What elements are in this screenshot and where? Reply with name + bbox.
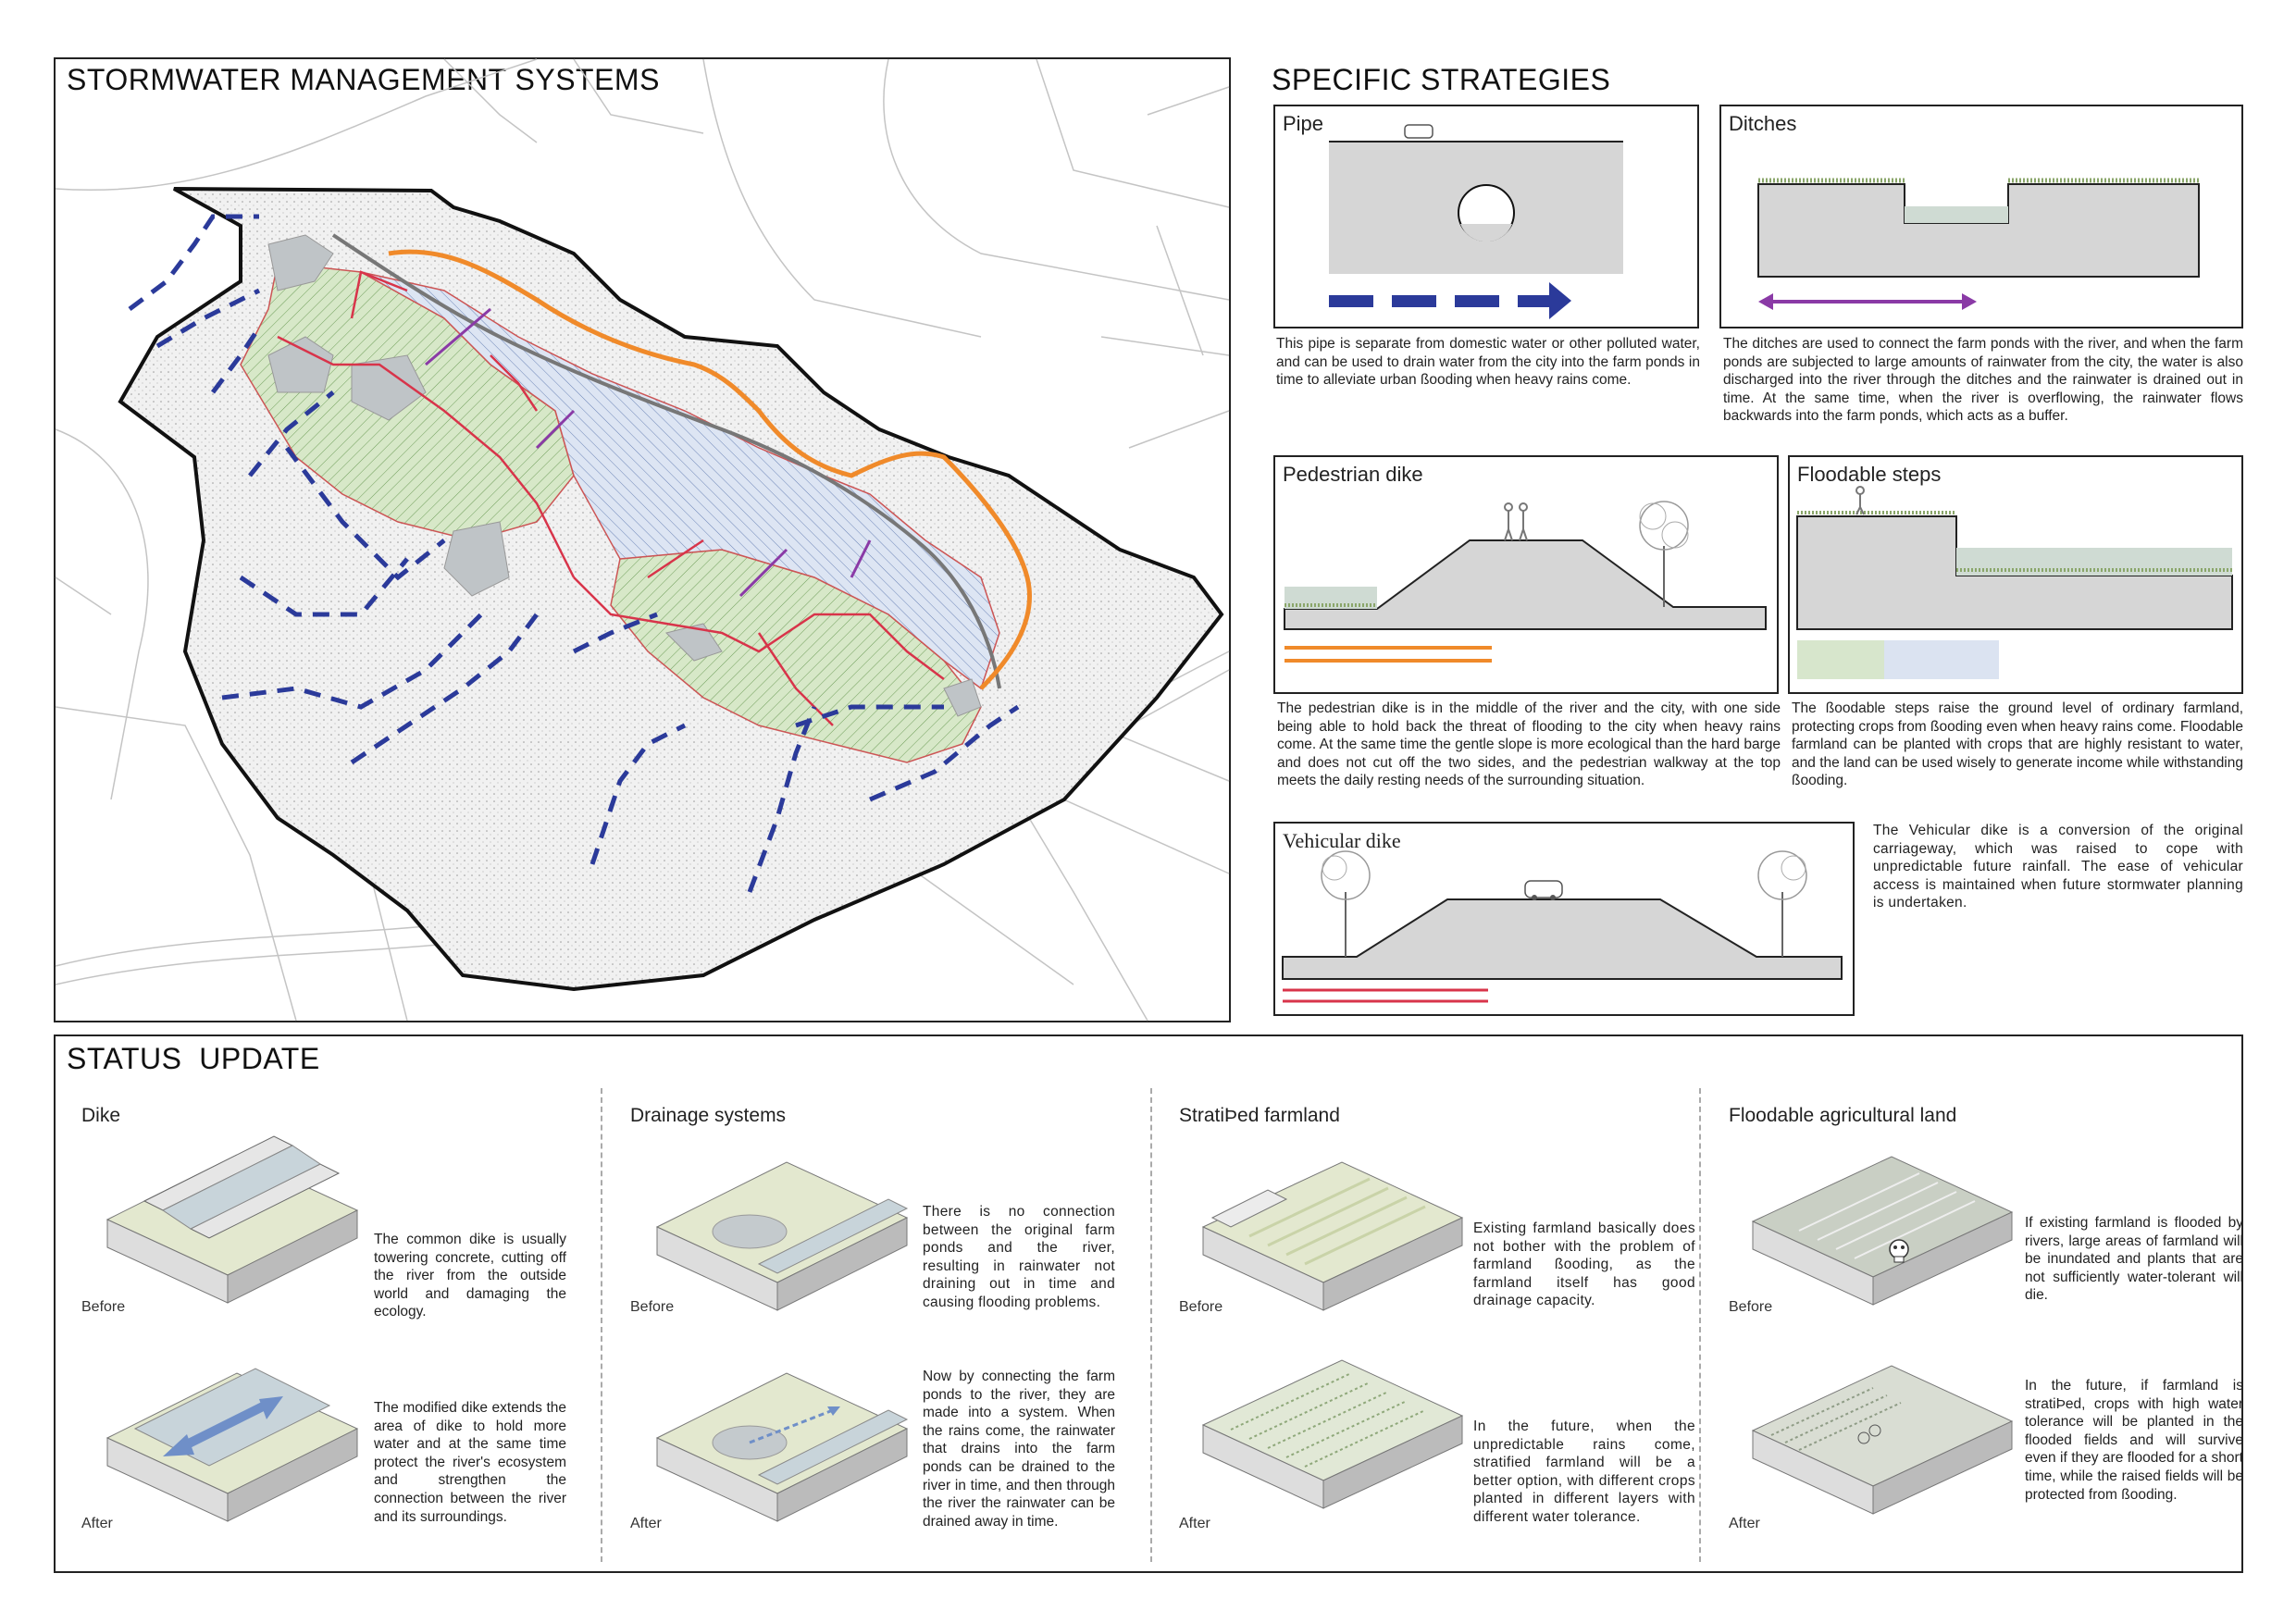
ditches-section-box bbox=[1719, 105, 2243, 328]
site-map bbox=[56, 59, 1229, 1021]
tree-icon bbox=[1758, 851, 1806, 957]
pipe-title: Pipe bbox=[1283, 112, 1324, 135]
floodable-before-text: If existing farmland is flooded by rivers, large areas of farmland will be inundated and plants that are not sufficiently water-tolerant will die. bbox=[2025, 1215, 2243, 1304]
floodable-after-label: After bbox=[1729, 1516, 1760, 1531]
pipe-flow-arrow bbox=[1329, 282, 1571, 319]
status-title: STATUS UPDATE bbox=[67, 1042, 320, 1075]
dike-after-text: The modified dike extends the area of dike to hold more water and at the same time protect the river's ecosystem and strengthen the connection between the river and its surroundings. bbox=[374, 1400, 566, 1525]
pedestrian-dike-box bbox=[1273, 455, 1779, 694]
dike-after-illustration bbox=[98, 1355, 366, 1527]
stratified-before-illustration bbox=[1194, 1153, 1471, 1325]
floodable-steps-description: The ßoodable steps raise the ground level of ordinary farmland, protecting crops from ßooding even when heavy rains come. Floodable farmland can be planted with crops that are highly resistant to water, and the land can be used wisely to generate income while withstanding ßooding. bbox=[1792, 700, 2243, 789]
water-color-swatch bbox=[1884, 640, 1999, 679]
pedestrian-dike-title: Pedestrian dike bbox=[1283, 463, 1423, 486]
dike-after-label: After bbox=[81, 1516, 113, 1531]
stratified-after-illustration bbox=[1194, 1351, 1471, 1523]
vehicular-dike-title: Vehicular dike bbox=[1283, 829, 1401, 852]
floodable-steps-title: Floodable steps bbox=[1797, 463, 1942, 486]
floodable-land-column-title: Floodable agricultural land bbox=[1729, 1105, 1957, 1126]
pedestrian-dike-description: The pedestrian dike is in the middle of the river and the city, with one side being able to hold back the threat of flooding to the city when heavy rains come. At the same time the gentle slope is more ecological than the hard barge and does not cut off the two sides, and the pedestrian walkway at the top meets the daily resting needs of the surrounding situation. bbox=[1277, 700, 1781, 789]
drainage-before-label: Before bbox=[630, 1299, 675, 1315]
drainage-column-title: Drainage systems bbox=[630, 1105, 787, 1126]
vehicular-dike-diagram bbox=[1275, 824, 1856, 1018]
pedestrian-dike-diagram bbox=[1275, 457, 1781, 696]
stratified-column-title: StratiÞed farmland bbox=[1179, 1105, 1340, 1126]
car-icon bbox=[1405, 125, 1433, 138]
stratified-before-label: Before bbox=[1179, 1299, 1223, 1315]
stratified-after-text: In the future, when the unpredictable rains come, stratified farmland will be a better option, with different crops planted in different layers with different water tolerance. bbox=[1473, 1419, 1695, 1525]
farmer-figure-icon bbox=[1856, 487, 1864, 514]
column-divider bbox=[1150, 1088, 1152, 1562]
drainage-after-illustration bbox=[648, 1355, 916, 1527]
pipe-description: This pipe is separate from domestic water or other polluted water, and can be used to drain water from the city into the farm ponds in time to alleviate urban ßooding when heavy rains come. bbox=[1276, 336, 1700, 389]
floodable-before-illustration bbox=[1744, 1147, 2021, 1319]
tree-icon bbox=[1322, 851, 1370, 957]
floodable-steps-diagram bbox=[1790, 457, 2245, 696]
column-divider bbox=[1699, 1088, 1701, 1562]
vehicular-dike-box bbox=[1273, 822, 1855, 1016]
dike-before-illustration bbox=[98, 1136, 366, 1308]
dike-before-label: Before bbox=[81, 1299, 126, 1315]
column-divider bbox=[601, 1088, 602, 1562]
drainage-before-illustration bbox=[648, 1144, 916, 1316]
ditches-description: The ditches are used to connect the farm ponds with the river, and when the farm ponds are subjected to large amounts of rainwater from the city, the water is also discharged into the river through the ditches and the rainwater is drained out in time. At the same time, when the river is overflowing, the rainwater flows backwards into the farm ponds, which acts as a buffer. bbox=[1723, 336, 2243, 425]
floodable-after-illustration bbox=[1744, 1357, 2021, 1529]
drainage-after-label: After bbox=[630, 1516, 662, 1531]
floodable-before-label: Before bbox=[1729, 1299, 1773, 1315]
map-title: STORMWATER MANAGEMENT SYSTEMS bbox=[67, 63, 660, 96]
vehicular-dike-description: The Vehicular dike is a conversion of the original carriageway, which was raised to cope with unpredictable future rainfall. The ease of vehicular access is maintained when future stormwater planning is undertaken. bbox=[1873, 823, 2243, 911]
drainage-after-text: Now by connecting the farm ponds to the river, they are made into a system. When the rains come, the rainwater that drains into the farm ponds can be drained to the river in time, and then through the river the rainwater can be drained away in time. bbox=[923, 1369, 1115, 1530]
ditches-title: Ditches bbox=[1729, 112, 1797, 135]
pipe-section-box bbox=[1273, 105, 1699, 328]
dike-column-title: Dike bbox=[81, 1105, 121, 1126]
ditch-flow-arrow bbox=[1758, 293, 1977, 310]
stratified-before-text: Existing farmland basically does not bother with the problem of farmland ßooding, as the farmland itself has good drainage capacity. bbox=[1473, 1220, 1695, 1309]
drainage-before-text: There is no connection between the original farm ponds and the river, resulting in rainwater not draining out in time and causing flooding problems. bbox=[923, 1204, 1115, 1310]
pedestrian-figure-icon bbox=[1505, 503, 1527, 540]
floodable-steps-box bbox=[1788, 455, 2243, 694]
farmland-color-swatch bbox=[1797, 640, 1884, 679]
stratified-after-label: After bbox=[1179, 1516, 1210, 1531]
car-icon bbox=[1525, 881, 1562, 900]
strategies-title: SPECIFIC STRATEGIES bbox=[1272, 63, 1611, 96]
ditch-section-diagram bbox=[1721, 106, 2245, 330]
pipe-section-diagram bbox=[1275, 106, 1701, 330]
dike-before-text: The common dike is usually towering concrete, cutting off the river from the outside world and damaging the ecology. bbox=[374, 1232, 566, 1320]
floodable-after-text: In the future, if farmland is stratiÞed, crops with high water tolerance will be planted in the flooded fields and will survive even if they are flooded for a short time, while the raised fields will be protected from ßooding. bbox=[2025, 1378, 2243, 1503]
